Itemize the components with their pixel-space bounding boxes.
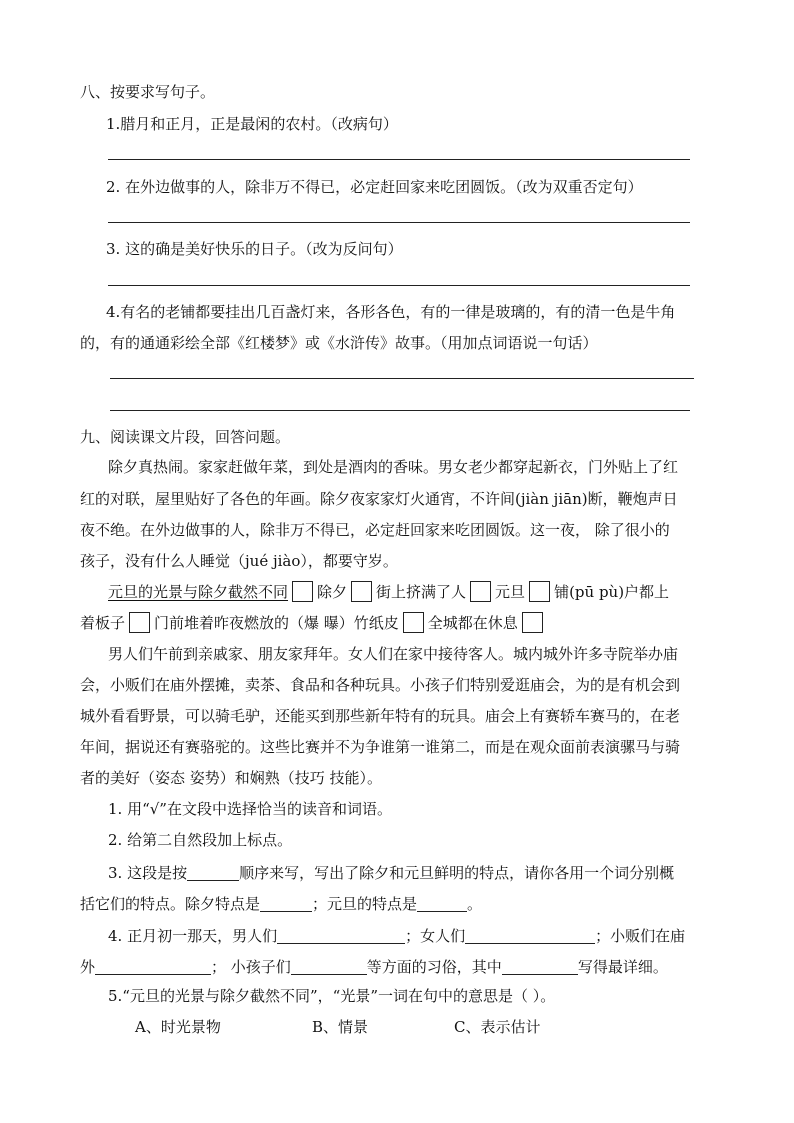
question-text: 。 — [467, 895, 483, 913]
option-b[interactable]: B、情景 — [312, 1018, 369, 1036]
passage-p3-line: 城外看看野景，可以骑毛驴，还能买到那些新年特有的玩具。庙会上有赛轿车赛马的，在老 — [80, 707, 681, 725]
passage-text: 门前堆着昨夜燃放的（爆 曝）竹纸皮 — [154, 614, 399, 632]
passage-p2-line-1 — [108, 582, 669, 604]
question-text: 顺序来写，写出了除夕和元旦鲜明的特点，请你各用一个词分别概 — [239, 864, 675, 882]
answer-line[interactable] — [108, 222, 690, 223]
question-text: 等方面的习俗，其中 — [366, 958, 502, 976]
question-text: 外 — [80, 958, 96, 976]
punctuation-box[interactable] — [403, 612, 424, 633]
punctuation-box[interactable] — [129, 612, 150, 633]
s9-question-5: 5.“元旦的光景与除夕截然不同”，“光景”一词在句中的意思是（ ）。 — [108, 987, 556, 1005]
s9-question-4-line-2 — [80, 955, 668, 977]
question-text: 写得最详细。 — [577, 958, 668, 976]
s9-question-2: 2. 给第二自然段加上标点。 — [108, 831, 293, 849]
fill-blank[interactable] — [502, 958, 578, 975]
answer-line[interactable] — [108, 159, 690, 160]
punctuation-box[interactable] — [522, 612, 543, 633]
fill-blank[interactable] — [465, 927, 595, 944]
option-a[interactable]: A、时光景物 — [135, 1018, 221, 1036]
underlined-sentence: 元旦的光景与除夕截然不同 — [108, 583, 289, 601]
fill-blank[interactable] — [260, 895, 312, 912]
passage-p3-line: 会，小贩们在庙外摆摊，卖茶、食品和各种玩具。小孩子们特别爱逛庙会，为的是有机会到 — [80, 676, 681, 694]
fill-blank[interactable] — [277, 927, 405, 944]
punctuation-box[interactable] — [529, 581, 550, 602]
question-text: ；小贩们在庙 — [595, 927, 686, 945]
s8-question-1: 1.腊月和正月，正是最闲的农村。（改病句） — [106, 115, 398, 133]
fill-blank[interactable] — [187, 864, 239, 881]
s9-question-4-line-1 — [108, 924, 685, 946]
s9-question-1: 1. 用“√”在文段中选择恰当的读音和词语。 — [108, 800, 392, 818]
passage-p3-line: 男人们午前到亲戚家、朋友家拜年。女人们在家中接待客人。城内城外许多寺院举办庙 — [108, 645, 679, 663]
passage-p2-line-2 — [80, 613, 547, 635]
s8-question-4-line-1: 4.有名的老铺都要挂出几百盏灯来，各形各色，有的一律是玻璃的，有的清一色是牛角 — [106, 303, 676, 321]
punctuation-box[interactable] — [292, 581, 313, 602]
s8-question-3: 3. 这的确是美好快乐的日子。（改为反问句） — [106, 240, 403, 258]
passage-p1-line: 红的对联，屋里贴好了各色的年画。除夕夜家家灯火通宵，不许间(jiàn jiān)断，鞭炮声日 — [80, 490, 678, 508]
passage-text: 铺(pū pù)户都上 — [554, 583, 670, 601]
answer-line[interactable] — [110, 410, 690, 411]
section-9-title: 九、阅读课文片段，回答问题。 — [80, 428, 291, 446]
fill-blank[interactable] — [95, 958, 211, 975]
punctuation-box[interactable] — [351, 581, 372, 602]
s9-question-3-line-1 — [108, 861, 674, 883]
question-text: 3. 这段是按 — [108, 864, 188, 882]
s8-question-4-line-2: 的，有的通通彩绘全部《红楼梦》或《水浒传》故事。（用加点词语说一句话） — [80, 334, 598, 352]
answer-line[interactable] — [110, 378, 694, 379]
punctuation-box[interactable] — [470, 581, 491, 602]
passage-text: 街上挤满了人 — [376, 583, 467, 601]
passage-p1-line: 除夕真热闹。家家赶做年菜，到处是酒肉的香味。男女老少都穿起新衣，门外贴上了红 — [108, 458, 679, 476]
section-8-title: 八、按要求写句子。 — [80, 83, 216, 101]
fill-blank[interactable] — [417, 895, 467, 912]
passage-text: 元旦 — [495, 583, 526, 601]
s8-question-2: 2. 在外边做事的人，除非万不得已，必定赶回家来吃团圆饭。（改为双重否定句） — [106, 178, 643, 196]
question-text: ； 小孩子们 — [211, 958, 291, 976]
passage-p3-line: 年间，据说还有赛骆驼的。这些比赛并不为争谁第一谁第二，而是在观众面前表演骡马与骑 — [80, 738, 681, 756]
question-text: ；元旦的特点是 — [312, 895, 418, 913]
passage-p1-line: 孩子，没有什么人睡觉（jué jiào），都要守岁。 — [80, 552, 398, 570]
answer-line[interactable] — [108, 285, 690, 286]
s9-question-3-line-2 — [80, 892, 482, 914]
passage-p3-line: 者的美好（姿态 姿势）和娴熟（技巧 技能）。 — [80, 769, 383, 787]
fill-blank[interactable] — [291, 958, 367, 975]
passage-text: 全城都在休息 — [427, 614, 518, 632]
question-text: 4. 正月初一那天，男人们 — [108, 927, 278, 945]
passage-p1-line: 夜不绝。在外边做事的人，除非万不得已，必定赶回家来吃团圆饭。这一夜， 除了很小的 — [80, 521, 670, 539]
passage-text: 除夕 — [317, 583, 348, 601]
question-text: ；女人们 — [405, 927, 466, 945]
question-text: 括它们的特点。除夕特点是 — [80, 895, 261, 913]
passage-text: 着板子 — [80, 614, 126, 632]
option-c[interactable]: C、表示估计 — [454, 1018, 541, 1036]
